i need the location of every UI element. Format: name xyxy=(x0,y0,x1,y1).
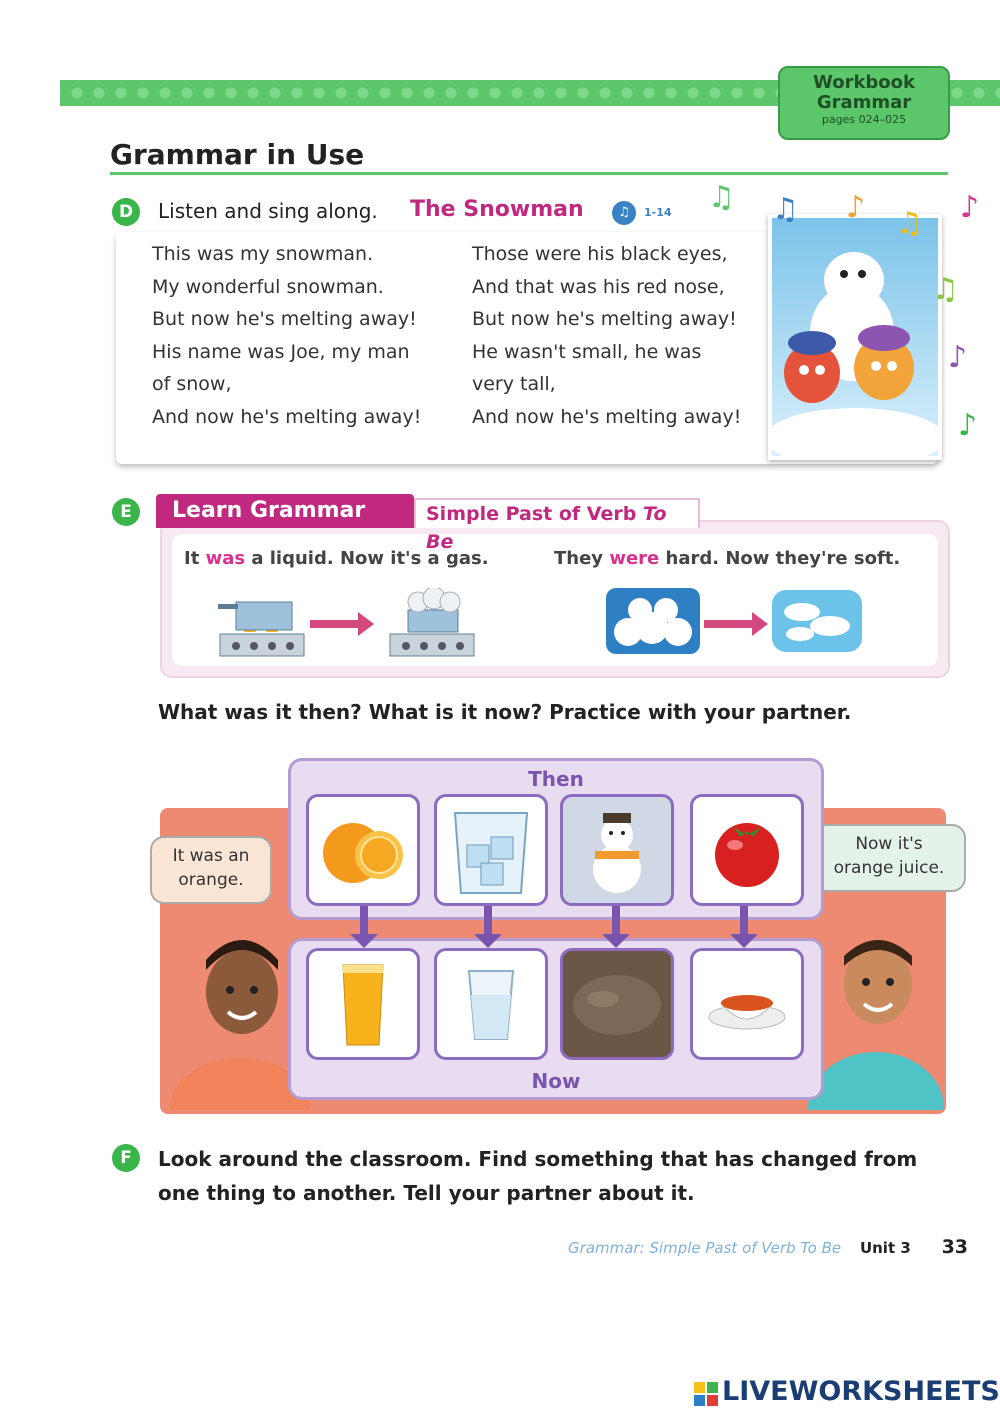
subtitle-text: Simple Past of Verb xyxy=(426,503,643,525)
down-arrow-icon xyxy=(484,906,492,936)
music-note-icon: ♫ xyxy=(708,180,735,215)
lyric-line: But now he's melting away! xyxy=(152,308,417,330)
lyric-line: And now he's melting away! xyxy=(152,405,422,428)
section-title: Grammar in Use xyxy=(110,138,365,171)
lyric-line: My wonderful snowman. xyxy=(152,275,384,298)
learn-grammar-tab: Learn Grammar xyxy=(156,494,414,528)
example-text: They xyxy=(554,548,610,569)
bubble-text: It was an orange. xyxy=(172,846,250,890)
arrow-icon xyxy=(704,620,754,628)
music-note-icon: ♪ xyxy=(960,190,980,225)
card-orange-juice xyxy=(306,948,420,1060)
music-note-icon: ♪ xyxy=(958,408,978,443)
song-title: The Snowman xyxy=(410,197,584,222)
card-orange xyxy=(306,794,420,906)
brand-logo[interactable]: LIVEWORKSHEETS xyxy=(722,1376,1000,1407)
boiling-pot-image xyxy=(384,588,480,662)
speech-bubble-right xyxy=(812,824,966,892)
title-underline xyxy=(110,172,948,175)
workbook-pages: pages 024–025 xyxy=(821,113,907,126)
arrow-icon xyxy=(310,620,360,628)
card-tomato xyxy=(690,794,804,906)
grammar-subtitle xyxy=(414,498,700,553)
lyric-line: very tall, xyxy=(472,373,556,395)
snowman-illustration xyxy=(768,214,942,460)
practice-question: What was it then? What is it now? Practice with your partner. xyxy=(158,700,852,724)
card-puddle xyxy=(560,948,674,1060)
then-label: Then xyxy=(528,767,584,791)
footer-unit: Unit 3 xyxy=(859,1239,911,1257)
down-arrow-icon xyxy=(612,906,620,936)
example-verb: were xyxy=(609,548,660,569)
boy-photo xyxy=(808,920,944,1114)
lyrics-column-1 xyxy=(152,238,421,433)
example-1 xyxy=(184,548,489,569)
track-number: 1-14 xyxy=(644,206,672,219)
workbook-grammar-tab xyxy=(778,66,950,140)
music-note-icon: ♪ xyxy=(948,340,968,375)
down-arrow-icon xyxy=(360,906,368,936)
card-glass-of-water xyxy=(434,948,548,1060)
section-e-badge: E xyxy=(112,498,140,526)
lyric-line: But now he's melting away! xyxy=(472,308,737,330)
subtitle-verb: To Be xyxy=(426,503,667,553)
snowballs-image xyxy=(606,588,700,654)
music-note-icon: ♪ xyxy=(846,190,866,225)
music-note-icon: ♫ xyxy=(932,272,959,307)
lyric-line: of snow, xyxy=(152,373,232,395)
page-footer xyxy=(568,1236,968,1258)
lyric-line: Those were his black eyes, xyxy=(472,243,728,265)
workbook-label: Workbook xyxy=(812,72,915,93)
section-f-badge: F xyxy=(112,1144,140,1172)
section-d-instruction: Listen and sing along. xyxy=(158,199,378,223)
card-ice-cubes xyxy=(434,794,548,906)
lyric-line: And now he's melting away! xyxy=(472,405,742,428)
example-text: a liquid. Now it's a gas. xyxy=(245,548,489,569)
example-verb: was xyxy=(205,548,246,569)
section-d-badge: D xyxy=(112,198,140,226)
music-note-icon: ♫ xyxy=(772,192,799,227)
page-number: 33 xyxy=(941,1236,969,1258)
card-snowman xyxy=(560,794,674,906)
example-text: hard. Now they're soft. xyxy=(659,548,901,569)
footer-topic: Grammar: Simple Past of Verb To Be xyxy=(568,1239,842,1257)
now-label: Now xyxy=(531,1069,581,1093)
music-note-icon: ♫ xyxy=(896,206,923,241)
melted-snow-image xyxy=(772,590,862,652)
grammar-label: Grammar xyxy=(816,92,912,113)
lyric-line: He wasn't small, he was xyxy=(472,340,702,363)
example-text: It xyxy=(184,548,206,569)
liveworksheets-logo-icon xyxy=(694,1382,718,1406)
speech-bubble-left xyxy=(150,836,272,904)
down-arrow-icon xyxy=(740,906,748,936)
audio-icon[interactable]: ♫ xyxy=(612,201,636,225)
lyric-line: This was my snowman. xyxy=(152,243,374,265)
lyric-line: His name was Joe, my man xyxy=(152,340,410,363)
example-2 xyxy=(554,548,900,569)
pot-on-stove-image xyxy=(214,594,310,662)
card-tomato-soup xyxy=(690,948,804,1060)
lyrics-column-2 xyxy=(472,238,741,433)
section-f-instruction: Look around the classroom. Find something that has changed from one thing to another. Tell your partner about it. xyxy=(158,1147,918,1205)
bubble-text: Now it's orange juice. xyxy=(833,834,945,878)
lyric-line: And that was his red nose, xyxy=(472,275,725,298)
